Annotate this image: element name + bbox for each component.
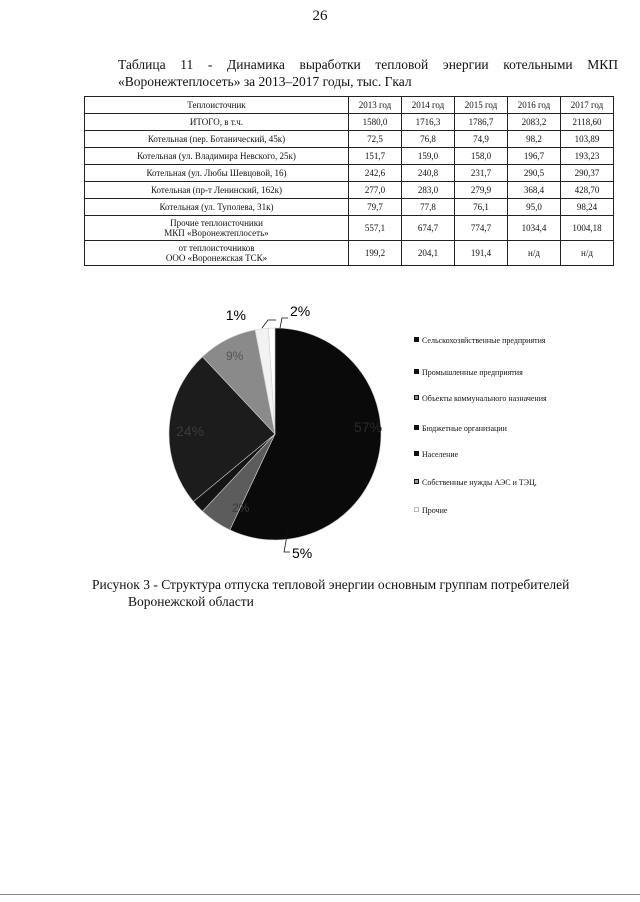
header-2016: 2016 год xyxy=(508,97,561,114)
cell-value: 199,2 xyxy=(349,241,402,266)
row-name: ИТОГО, в т.ч. xyxy=(85,114,349,131)
row-name: Котельная (пер. Ботанический, 45к) xyxy=(85,131,349,148)
cell-value: 74,9 xyxy=(455,131,508,148)
legend-swatch xyxy=(414,479,419,484)
legend-item xyxy=(414,450,564,460)
label-bottom: 5% xyxy=(292,545,313,561)
leader-line xyxy=(280,318,288,328)
figure-caption-line1: Рисунок 3 - Структура отпуска тепловой энергии основным группам потребителей xyxy=(92,577,570,592)
cell-value: 151,7 xyxy=(349,148,402,165)
label-inner-top: 9% xyxy=(226,349,244,363)
legend-swatch xyxy=(414,451,419,456)
legend-label: Население xyxy=(422,450,459,459)
row-name: Котельная (пр-т Ленинский, 162к) xyxy=(85,182,349,199)
legend-item xyxy=(414,506,564,516)
legend-label: Собственные нужды АЭС и ТЭЦ, xyxy=(422,478,537,487)
cell-value: 196,7 xyxy=(508,148,561,165)
cell-value: 1004,18 xyxy=(561,216,614,241)
header-2015: 2015 год xyxy=(455,97,508,114)
row-name: Котельная (ул. Любы Шевцовой, 16) xyxy=(85,165,349,182)
legend-label: Бюджетные организации xyxy=(422,424,507,433)
cell-value: 557,1 xyxy=(349,216,402,241)
heat-production-table xyxy=(84,96,614,266)
legend-label: Объекты коммунального назначения xyxy=(422,394,547,403)
figure-caption-line2: Воронежской области xyxy=(128,594,254,609)
cell-value: 674,7 xyxy=(402,216,455,241)
row-name xyxy=(85,241,349,266)
row-name-line2: МКП «Воронежтеплосеть» xyxy=(164,228,269,238)
table-row xyxy=(85,131,614,148)
pie-chart xyxy=(150,290,400,570)
label-inner-bottom: 2% xyxy=(232,501,250,515)
cell-value: 191,4 xyxy=(455,241,508,266)
cell-value: 242,6 xyxy=(349,165,402,182)
cell-value: 2083,2 xyxy=(508,114,561,131)
row-name: Котельная (ул. Туполева, 31к) xyxy=(85,199,349,216)
cell-value: 279,9 xyxy=(455,182,508,199)
cell-value: 98,24 xyxy=(561,199,614,216)
cell-value: 290,5 xyxy=(508,165,561,182)
cell-value: н/д xyxy=(508,241,561,266)
legend-label: Промышленные предприятия xyxy=(422,368,523,377)
leader-line xyxy=(262,320,276,328)
cell-value: 72,5 xyxy=(349,131,402,148)
cell-value: 1034,4 xyxy=(508,216,561,241)
cell-value: 103,89 xyxy=(561,131,614,148)
cell-value: 1786,7 xyxy=(455,114,508,131)
cell-value: 290,37 xyxy=(561,165,614,182)
legend-label: Прочие xyxy=(422,506,448,515)
cell-value: 1580,0 xyxy=(349,114,402,131)
table-row xyxy=(85,165,614,182)
page-number: 26 xyxy=(312,8,328,24)
legend-swatch xyxy=(414,507,419,512)
legend-label: Сельскохозяйственные предприятия xyxy=(422,336,546,345)
legend-item xyxy=(414,394,564,404)
row-name-line1: от теплоисточников xyxy=(178,243,255,253)
legend-swatch xyxy=(414,369,419,374)
cell-value: 774,7 xyxy=(455,216,508,241)
cell-value: н/д xyxy=(561,241,614,266)
legend-swatch xyxy=(414,425,419,430)
cell-value: 231,7 xyxy=(455,165,508,182)
cell-value: 159,0 xyxy=(402,148,455,165)
cell-value: 368,4 xyxy=(508,182,561,199)
page-bottom-rule xyxy=(0,894,640,895)
table-row xyxy=(85,114,614,131)
legend-item xyxy=(414,424,564,434)
cell-value: 283,0 xyxy=(402,182,455,199)
cell-value: 240,8 xyxy=(402,165,455,182)
header-2014: 2014 год xyxy=(402,97,455,114)
cell-value: 95,0 xyxy=(508,199,561,216)
table-row xyxy=(85,241,614,266)
cell-value: 79,7 xyxy=(349,199,402,216)
cell-value: 277,0 xyxy=(349,182,402,199)
legend-swatch xyxy=(414,337,419,342)
table-row xyxy=(85,199,614,216)
legend-swatch xyxy=(414,395,419,400)
cell-value: 1716,3 xyxy=(402,114,455,131)
cell-value: 204,1 xyxy=(402,241,455,266)
legend-item xyxy=(414,368,564,378)
table-row xyxy=(85,148,614,165)
table-caption: Таблица 11 - Динамика выработки тепловой энергии котельными МКП «Воронежтеплосеть» за 2013–2017 годы, тыс. Гкал xyxy=(118,57,618,89)
legend-item xyxy=(414,478,564,488)
row-name-line1: Прочие теплоисточники xyxy=(170,218,263,228)
table-row xyxy=(85,216,614,241)
cell-value: 76,1 xyxy=(455,199,508,216)
header-source: Теплоисточник xyxy=(85,97,349,114)
label-top-right: 2% xyxy=(290,303,311,319)
table-row xyxy=(85,182,614,199)
label-inner-right: 57% xyxy=(354,419,383,435)
header-2017: 2017 год xyxy=(561,97,614,114)
cell-value: 77,8 xyxy=(402,199,455,216)
row-name xyxy=(85,216,349,241)
cell-value: 76,8 xyxy=(402,131,455,148)
cell-value: 428,70 xyxy=(561,182,614,199)
cell-value: 193,23 xyxy=(561,148,614,165)
row-name-line2: ООО «Воронежская ТСК» xyxy=(165,253,268,263)
cell-value: 158,0 xyxy=(455,148,508,165)
row-name: Котельная (ул. Владимира Невского, 25к) xyxy=(85,148,349,165)
label-inner-left: 24% xyxy=(176,423,205,439)
table-header-row xyxy=(85,97,614,114)
cell-value: 98,2 xyxy=(508,131,561,148)
header-2013: 2013 год xyxy=(349,97,402,114)
cell-value: 2118,60 xyxy=(561,114,614,131)
legend-item xyxy=(414,336,564,346)
label-top-left: 1% xyxy=(225,307,246,323)
figure-caption xyxy=(92,576,622,610)
